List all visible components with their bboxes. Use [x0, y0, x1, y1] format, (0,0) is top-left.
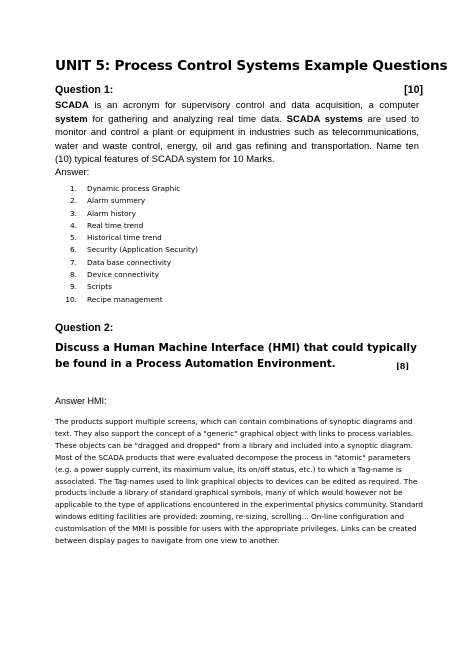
paragraph-line: customisation of the MMI is possible for users with the appropriate privileges. Links can be created: [55, 524, 417, 534]
list-item-number: 9.: [70, 282, 77, 292]
paragraph-line: associated. The Tag-names used to link graphical objects to devices can be edited as required. The: [55, 476, 418, 486]
bold-term: SCADA systems: [286, 113, 363, 125]
paragraph-line: between display pages to navigate from one view to another.: [55, 536, 280, 546]
list-item-text: Scripts: [87, 282, 112, 292]
list-item-number: 3.: [70, 208, 77, 218]
text-run: for gathering and analyzing real time data.: [87, 113, 287, 125]
list-item-text: Dynamic process Graphic: [87, 184, 181, 193]
list-item-number: 4.: [70, 220, 77, 230]
list-item-text: Historical time trend: [87, 233, 162, 243]
paragraph-line: Most of the SCADA products that were evaluated decompose the process in "atomic" parameters: [55, 452, 411, 462]
question-2-text: Discuss a Human Machine Interface (HMI) that could typically be found in a Process Automation Environment.: [55, 342, 417, 370]
list-item-number: 8.: [70, 270, 77, 280]
list-item-text: Security (Application Security): [87, 245, 199, 255]
answer-2-text: [55, 416, 425, 547]
question-1-label: Question 1:: [55, 84, 114, 96]
list-item-text: Alarm summery: [87, 196, 146, 206]
list-item-text: Real time trend: [87, 220, 144, 230]
list-item-number: 10.: [65, 294, 77, 304]
answer-2-label: Answer HMI:: [55, 396, 107, 406]
paragraph-line: applicable to the type of applications encountered in the experimental physics community. Standard: [55, 500, 423, 510]
list-item: [55, 269, 355, 281]
text-run: are used to monitor and control a plant or equipment in industries such as telecommunications, water and waste control, energy, oil and gas refining and transportation. Name ten (10) typical features of SCADA system for 10 Marks.: [55, 113, 420, 166]
question-1-marks: [10]: [404, 84, 423, 96]
question-2-label: Question 2:: [55, 322, 114, 334]
question-1-text: [55, 99, 419, 167]
page-title: UNIT 5: Process Control Systems Example Questions: [55, 58, 448, 74]
paragraph-line: windows editing facilities are provided: zooming, re-sizing, scrolling... On-line configuration and: [55, 512, 404, 522]
list-item: [55, 244, 355, 256]
question-1-header: [55, 84, 423, 96]
paragraph-line: The products support multiple screens, which can contain combinations of synoptic diagrams and: [55, 417, 413, 426]
list-item-number: 7.: [70, 257, 77, 267]
list-item-number: 1.: [70, 184, 77, 193]
list-item-text: Device connectivity: [87, 270, 159, 280]
question-2-marks: [8]: [396, 361, 410, 371]
list-item-text: Alarm history: [87, 208, 136, 218]
paragraph-line: products include a library of standard graphical symbols, many of which would however not be: [55, 488, 403, 498]
text-run: is an acronym for supervisory control and data acquisition, a computer: [88, 100, 419, 111]
list-item: [55, 208, 355, 220]
list-item-number: 6.: [70, 245, 77, 255]
bold-term: system: [55, 113, 88, 125]
paragraph-line: (e.g. a power supply current, its maximum value, its on/off status, etc.) to which a Tag-name is: [55, 464, 402, 474]
bold-term: SCADA: [55, 100, 89, 111]
paragraph-line: text. They also support the concept of a "generic" graphical object with links to process variables.: [55, 428, 414, 438]
list-item-text: Recipe management: [87, 294, 163, 304]
answer-1-list: [55, 183, 355, 306]
list-item: [55, 257, 355, 269]
list-item-number: 5.: [70, 233, 77, 243]
list-item-text: Data base connectivity: [87, 257, 172, 267]
list-item: [55, 281, 355, 293]
list-item: [55, 220, 355, 232]
list-item: [55, 232, 355, 244]
list-item: [55, 183, 355, 195]
list-item: [55, 195, 355, 207]
list-item: [55, 294, 355, 306]
paragraph-line: These objects can be "dragged and dropped" from a library and included into a synoptic diagram.: [55, 440, 413, 450]
answer-1-label: Answer:: [55, 167, 90, 178]
list-item-number: 2.: [70, 196, 77, 206]
